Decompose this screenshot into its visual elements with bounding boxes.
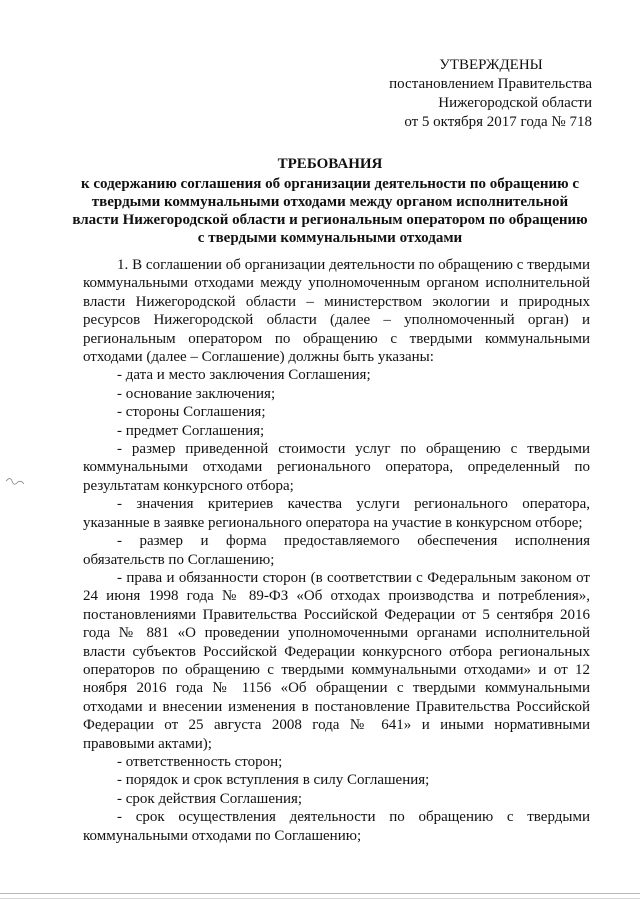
approval-line-2: Нижегородской области [438, 95, 592, 111]
approval-block [372, 56, 592, 132]
list-item: - права и обязанности сторон (в соответствии с Федеральным законом от 24 июня 1998 года № 89-ФЗ «Об отходах производства и потребления», постановлениями Правительства Российской Федерации от 5 сентября 2016 года № 881 «О проведении уполномоченными органами исполнительной власти субъектов Российской Федерации конкурсного отбора региональных операторов по обращению с твердыми коммунальными отходами» и от 12 ноября 2016 года № 1156 «Об обращении с твердыми коммунальными отходами и внесении изменения в постановление Правительства Российской Федерации от 25 августа 2008 года № 641» и иными нормативными правовыми актами); [83, 569, 590, 752]
list-item: - дата и место заключения Соглашения; [117, 367, 371, 384]
list-item: - значения критериев качества услуги регионального оператора, указанные в заявке регионального оператора на участие в конкурсном отборе; [83, 496, 590, 531]
margin-scribble [4, 473, 27, 492]
list-item: - ответственность сторон; [117, 753, 283, 770]
list-item: - срок действия Соглашения; [117, 790, 303, 807]
approval-line-3: от 5 октября 2017 года № 718 [404, 114, 592, 130]
list-item: - основание заключения; [117, 385, 276, 402]
list-item: - срок осуществления деятельности по обращению с твердыми коммунальными отходами по Соглашению; [83, 809, 590, 844]
document-heading [70, 155, 590, 247]
scan-artifact-line [0, 893, 640, 894]
section-1-intro: 1. В соглашении об организации деятельности по обращению с твердыми коммунальными отходами между уполномоченным органом исполнительной власти Нижегородской области – министерством экологии и природных ресурсов Нижегородской области (далее – уполномоченный орган) и региональным оператором по обращению с твердыми коммунальными отходами (далее – Соглашение) должны быть указаны: [83, 257, 590, 366]
list-item: - предмет Соглашения; [117, 422, 265, 439]
document-title: ТРЕБОВАНИЯ [277, 156, 383, 172]
approval-line-1: постановлением Правительства [389, 76, 592, 92]
scribble-icon [4, 473, 26, 489]
list-item: - размер и форма предоставляемого обеспечения исполнения обязательств по Соглашению; [83, 533, 590, 568]
scan-artifact-line [0, 898, 640, 899]
document-subtitle: к содержанию соглашения об организации деятельности по обращению с твердыми коммунальными отходами между органом исполнительной власти Нижегородской области и региональным оператором по обращению с твердыми коммунальными отходами [72, 176, 588, 246]
list-item: - порядок и срок вступления в силу Соглашения; [117, 772, 430, 789]
list-item: - стороны Соглашения; [117, 404, 266, 421]
list-item: - размер приведенной стоимости услуг по обращению с твердыми коммунальными отходами регионального оператора, определенный по результатам конкурсного отбора; [83, 441, 590, 494]
document-body [83, 256, 590, 845]
approval-title: УТВЕРЖДЕНЫ [439, 57, 543, 73]
